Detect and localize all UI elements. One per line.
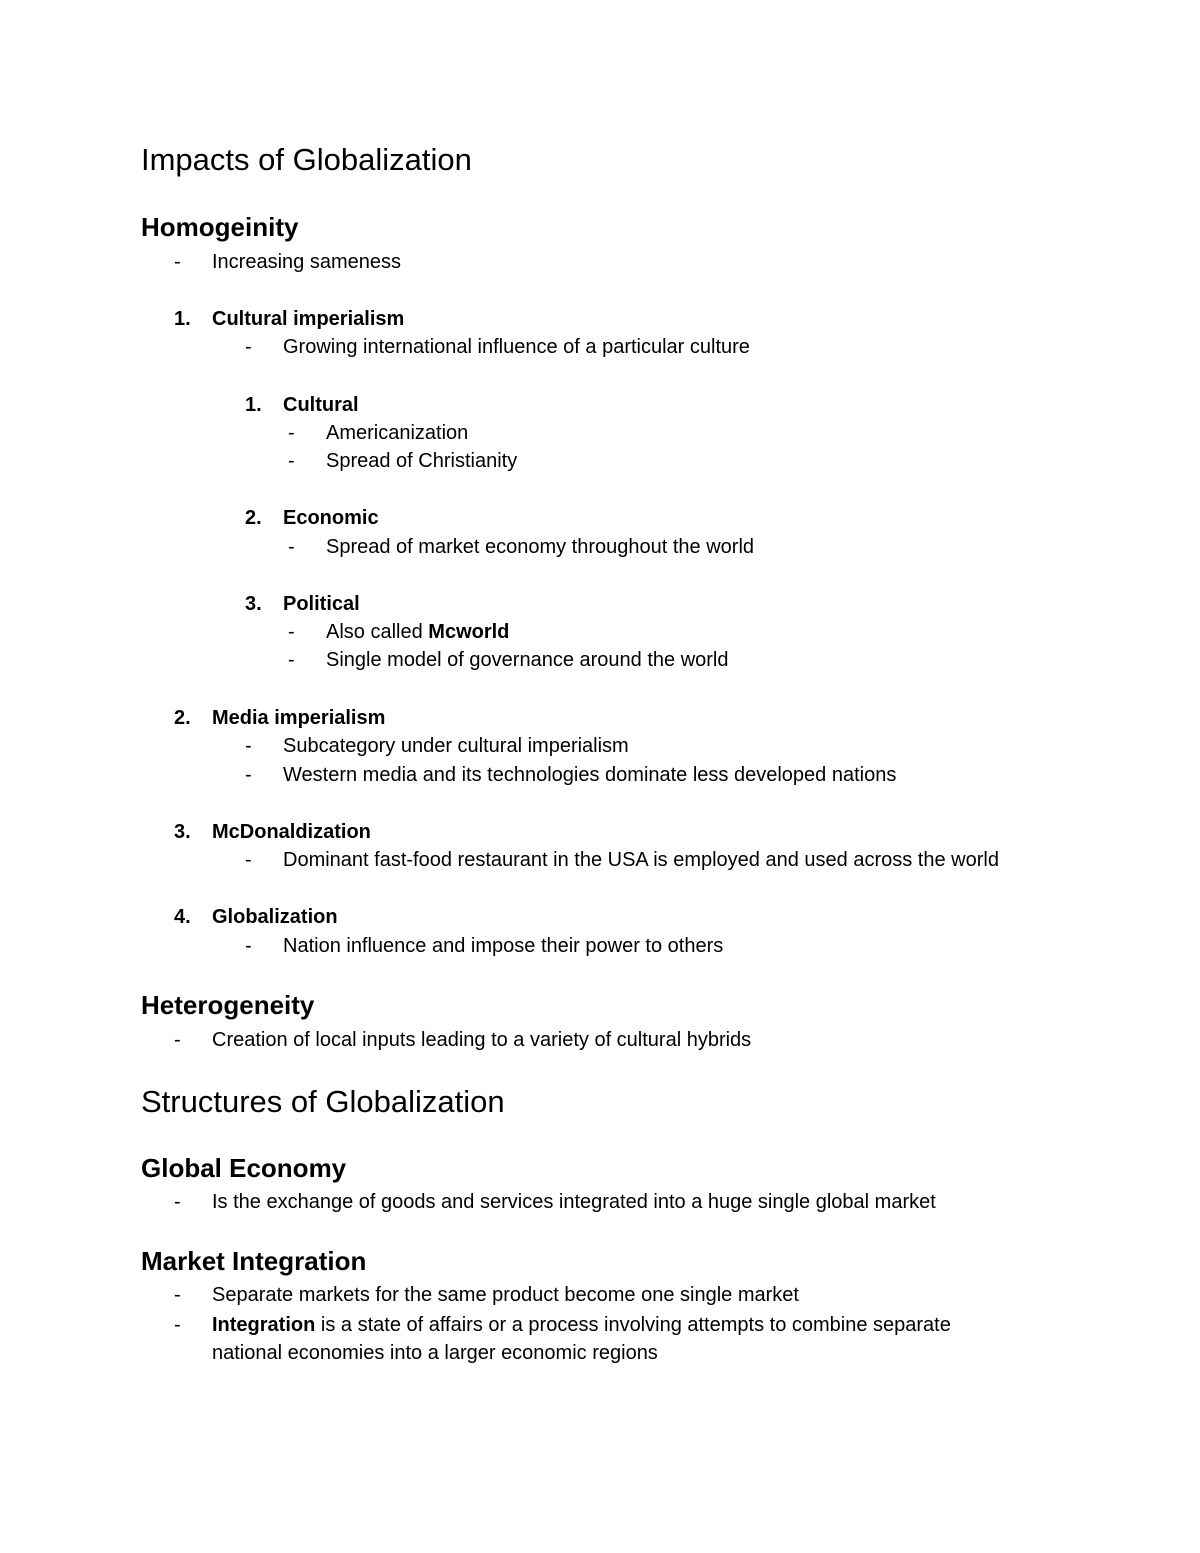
bullet-dash: - bbox=[245, 849, 252, 871]
bullet-dash: - bbox=[245, 935, 252, 957]
sublist-number: 3. bbox=[245, 593, 262, 615]
sublist-item-title: Economic bbox=[283, 507, 379, 529]
bullet-text-continuation: national economies into a larger economic regions bbox=[212, 1342, 658, 1364]
list-number: 4. bbox=[174, 906, 191, 928]
bullet-dash: - bbox=[174, 251, 181, 273]
bullet-dash: - bbox=[245, 336, 252, 358]
bullet-dash: - bbox=[288, 450, 295, 472]
list-item-title: Globalization bbox=[212, 906, 338, 928]
sublist-item-title: Cultural bbox=[283, 394, 359, 416]
bullet-text: Americanization bbox=[326, 422, 469, 444]
list-item-title: Cultural imperialism bbox=[212, 308, 405, 330]
bullet-text: Single model of governance around the world bbox=[326, 649, 729, 671]
bullet-text bbox=[212, 1315, 951, 1335]
bullet-text: Creation of local inputs leading to a variety of cultural hybrids bbox=[212, 1029, 752, 1051]
list-item-title: Media imperialism bbox=[212, 707, 386, 729]
bullet-text: Dominant fast-food restaurant in the USA is employed and used across the world bbox=[283, 849, 999, 871]
bullet-dash: - bbox=[245, 735, 252, 757]
list-item-title: McDonaldization bbox=[212, 821, 371, 843]
bullet-text: Nation influence and impose their power to others bbox=[283, 935, 724, 957]
bullet-dash: - bbox=[288, 621, 295, 643]
list-number: 1. bbox=[174, 308, 191, 330]
bullet-dash: - bbox=[174, 1284, 181, 1306]
bullet-dash: - bbox=[174, 1029, 181, 1051]
bullet-dash: - bbox=[288, 422, 295, 444]
bullet-dash: - bbox=[245, 764, 252, 786]
sublist-item-title: Political bbox=[283, 593, 360, 615]
bullet-dash: - bbox=[174, 1191, 181, 1213]
bullet-text-plain: Also called bbox=[326, 621, 429, 643]
list-number: 2. bbox=[174, 707, 191, 729]
bullet-text: Is the exchange of goods and services integrated into a huge single global market bbox=[212, 1191, 936, 1213]
bullet-text: Spread of market economy throughout the world bbox=[326, 536, 755, 558]
sublist-number: 1. bbox=[245, 394, 262, 416]
bullet-text: Subcategory under cultural imperialism bbox=[283, 735, 629, 757]
bullet-text: Spread of Christianity bbox=[326, 450, 518, 472]
bullet-text-bold: Integration bbox=[212, 1314, 316, 1336]
section-heading-global-economy: Global Economy bbox=[141, 1153, 347, 1183]
bullet-text bbox=[326, 622, 509, 642]
bullet-dash: - bbox=[288, 536, 295, 558]
bullet-dash: - bbox=[174, 1314, 181, 1336]
section-heading-market-integration: Market Integration bbox=[141, 1246, 367, 1276]
page-title: Impacts of Globalization bbox=[141, 142, 472, 177]
bullet-text: Growing international influence of a particular culture bbox=[283, 336, 750, 358]
bullet-text: Western media and its technologies dominate less developed nations bbox=[283, 764, 897, 786]
bullet-text-bold: Mcworld bbox=[428, 621, 510, 643]
bullet-text: Separate markets for the same product become one single market bbox=[212, 1284, 799, 1306]
list-number: 3. bbox=[174, 821, 191, 843]
bullet-dash: - bbox=[288, 649, 295, 671]
section-heading-heterogeneity: Heterogeneity bbox=[141, 990, 315, 1020]
bullet-text-plain: is a state of affairs or a process involving attempts to combine separate bbox=[315, 1314, 951, 1336]
page-title-structures: Structures of Globalization bbox=[141, 1084, 505, 1119]
bullet-text: Increasing sameness bbox=[212, 251, 401, 273]
sublist-number: 2. bbox=[245, 507, 262, 529]
section-heading-homogeinity: Homogeinity bbox=[141, 212, 299, 242]
